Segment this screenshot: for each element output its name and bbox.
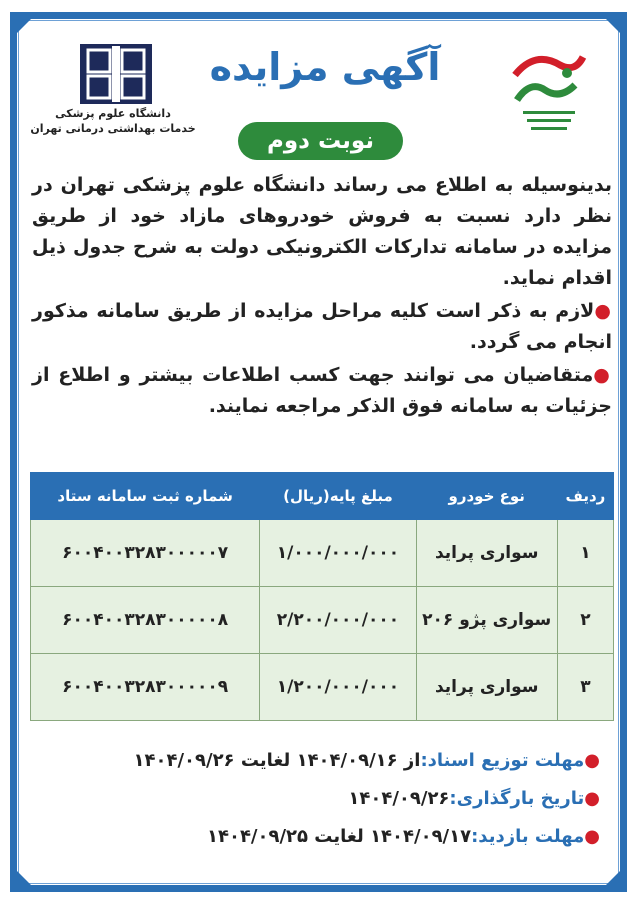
bullet-dot-icon: ● xyxy=(584,826,600,847)
distribution-label: مهلت توزیع اسناد: xyxy=(420,750,585,771)
deadlines xyxy=(32,742,600,856)
bullet-item xyxy=(32,360,612,422)
corner-decoration xyxy=(10,12,38,40)
base-price: ۲/۲۰۰/۰۰۰/۰۰۰ xyxy=(260,587,416,654)
table-row xyxy=(31,654,614,721)
header-base-price: مبلغ پایه(ریال) xyxy=(260,473,416,520)
bullet-text: لازم به ذکر است کلیه مراحل مزایده از طریق سامانه مذکور انجام می گردد. xyxy=(32,300,612,353)
setad-logo-icon xyxy=(505,45,587,145)
university-line-2: خدمات بهداشتی درمانی تهران xyxy=(30,122,196,135)
distribution-value: از ۱۴۰۴/۰۹/۱۶ لغایت ۱۴۰۴/۰۹/۲۶ xyxy=(133,750,421,771)
intro-text: بدینوسیله به اطلاع می رساند دانشگاه علوم پزشکی تهران در نظر دارد نسبت به فروش خودروهای مازاد خود از طریق مزایده در سامانه تدارکات الکترونیکی دولت به شرح جدول ذیل اقدام نماید. xyxy=(32,174,612,289)
visit-label: مهلت بازدید: xyxy=(471,826,585,847)
row-number: ۳ xyxy=(557,654,613,721)
bullet-dot-icon: ● xyxy=(584,750,600,771)
bullet-dot-icon: ● xyxy=(593,364,612,386)
row-number: ۱ xyxy=(557,520,613,587)
corner-decoration xyxy=(599,12,627,40)
base-price: ۱/۰۰۰/۰۰۰/۰۰۰ xyxy=(260,520,416,587)
corner-decoration xyxy=(10,864,38,892)
upload-date xyxy=(32,780,600,818)
visit-deadline xyxy=(32,818,600,856)
distribution-deadline xyxy=(32,742,600,780)
upload-value: ۱۴۰۴/۰۹/۲۶ xyxy=(348,788,450,809)
vehicles-table xyxy=(30,472,614,721)
table-row xyxy=(31,520,614,587)
table-header-row xyxy=(31,473,614,520)
setad-number: ۶۰۰۴۰۰۳۲۸۳۰۰۰۰۰۹ xyxy=(31,654,260,721)
row-number: ۲ xyxy=(557,587,613,654)
vehicle-type: سواری پراید xyxy=(416,654,557,721)
upload-label: تاریخ بارگذاری: xyxy=(449,788,585,809)
vehicle-type: سواری پراید xyxy=(416,520,557,587)
setad-number: ۶۰۰۴۰۰۳۲۸۳۰۰۰۰۰۸ xyxy=(31,587,260,654)
university-name xyxy=(28,106,198,136)
bullet-dot-icon: ● xyxy=(594,300,612,322)
bullet-dot-icon: ● xyxy=(584,788,600,809)
bullet-item xyxy=(32,296,612,358)
setad-number: ۶۰۰۴۰۰۳۲۸۳۰۰۰۰۰۷ xyxy=(31,520,260,587)
university-logo-icon xyxy=(78,42,154,106)
notice-title: آگهی مزایده xyxy=(209,45,441,89)
header-setad-number: شماره ثبت سامانه ستاد xyxy=(31,473,260,520)
corner-decoration xyxy=(599,864,627,892)
round-badge: نوبت دوم xyxy=(238,122,403,160)
notice-body xyxy=(32,170,612,422)
header-row-number: ردیف xyxy=(557,473,613,520)
bullet-text: متقاضیان می توانند جهت کسب اطلاعات بیشتر و اطلاع از جزئیات به سامانه فوق الذکر مراجعه نمایند. xyxy=(32,364,612,417)
base-price: ۱/۲۰۰/۰۰۰/۰۰۰ xyxy=(260,654,416,721)
university-line-1: دانشگاه علوم پزشکی xyxy=(55,107,171,120)
table-row xyxy=(31,587,614,654)
header-vehicle-type: نوع خودرو xyxy=(416,473,557,520)
visit-value: ۱۴۰۴/۰۹/۱۷ لغایت ۱۴۰۴/۰۹/۲۵ xyxy=(206,826,472,847)
vehicle-type: سواری پژو ۲۰۶ xyxy=(416,587,557,654)
